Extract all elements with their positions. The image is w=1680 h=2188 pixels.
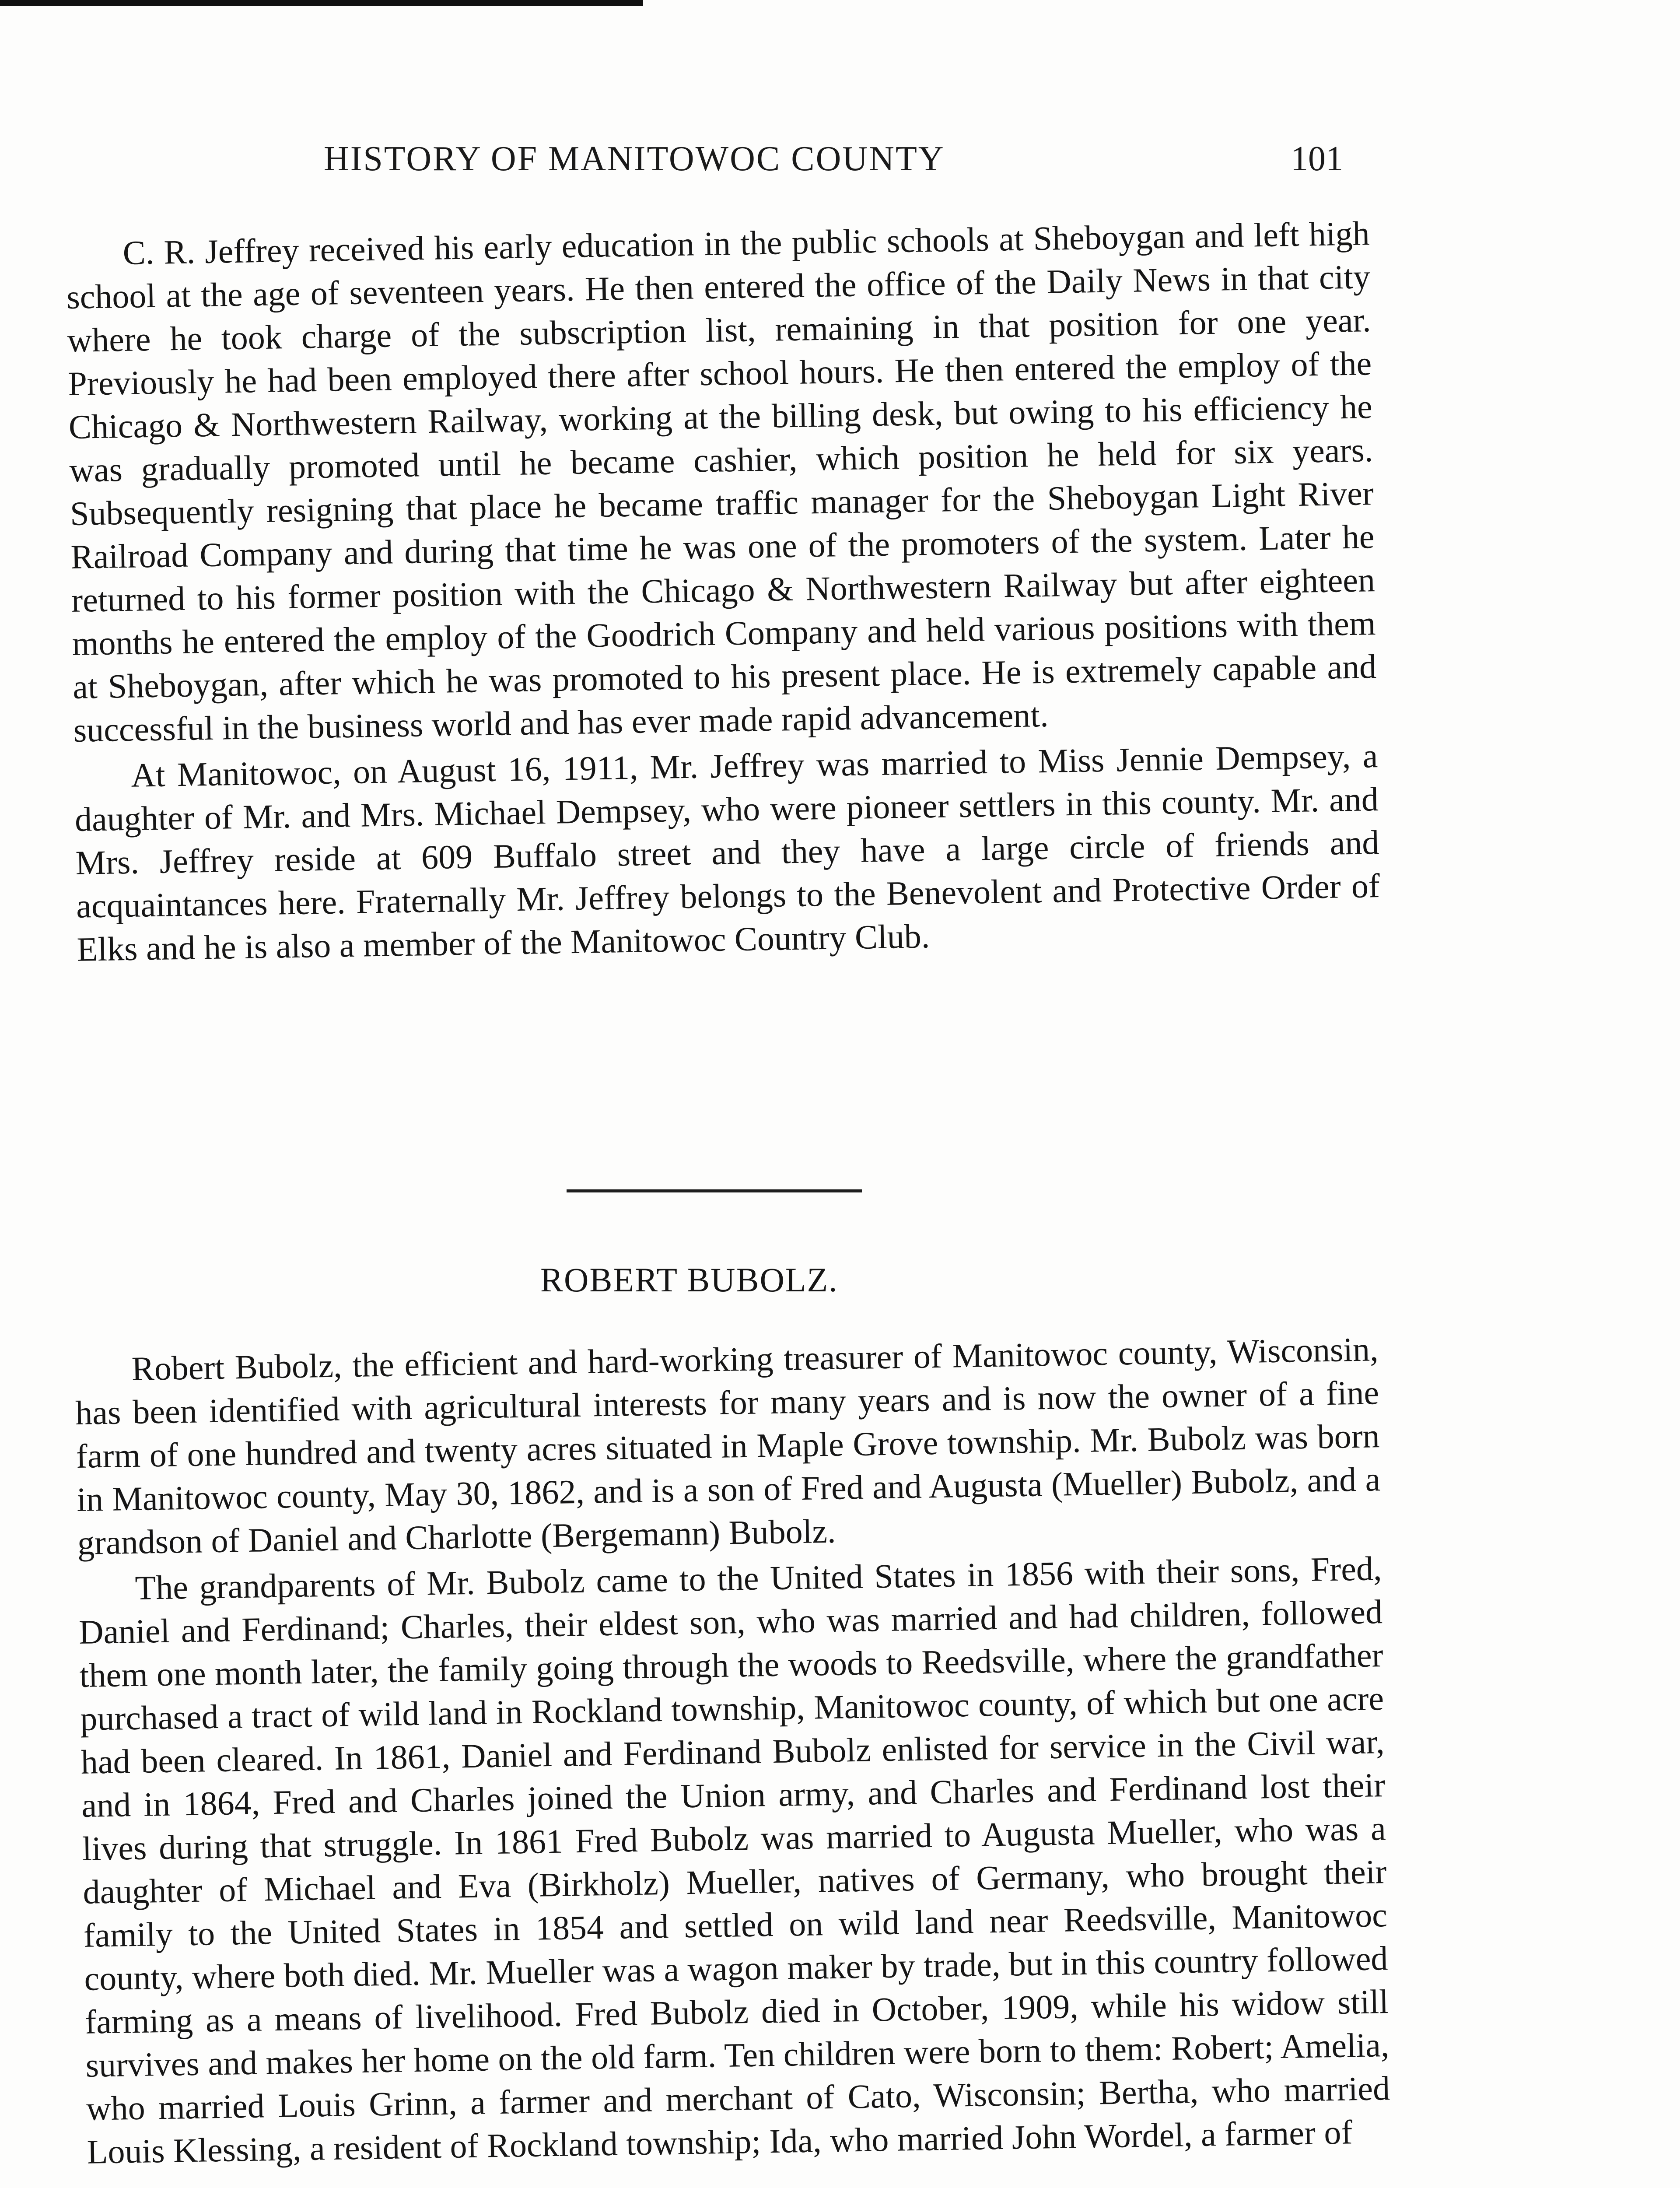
section-heading: ROBERT BUBOLZ. xyxy=(540,1261,838,1299)
bubolz-biography xyxy=(74,1327,1391,2176)
bubolz-paragraph-2: The grandparents of Mr. Bubolz came to the United States in 1856 with their sons, Fred, Daniel and Ferdinand; Charles, their eldest son, who was married and had children, followed them one month later, the family going through the woods to Reedsville, where the grandfather purchased a tract of wild land in Rockland township, Manitowoc county, of which but one acre had been cleared. In 1861, Daniel and Ferdinand Bubolz enlisted for service in the Civil war, and in 1864, Fred and Charles joined the Union army, and Charles and Ferdinand lost their lives during that struggle. In 1861 Fred Bubolz was married to Augusta Mueller, who was a daughter of Michael and Eva (Birkholz) Mueller, natives of Germany, who brought their family to the United States in 1854 and settled on wild land near Reedsville, Manitowoc county, where both died. Mr. Mueller was a wagon maker by trade, but in this country followed farming as a means of livelihood. Fred Bubolz died in October, 1909, while his widow still survives and makes her home on the old farm. Ten children were born to them: Robert; Amelia, who married Louis Grinn, a farmer and merchant of Cato, Wisconsin; Bertha, who married Louis Klessing, a resident of Rockland township; Ida, who married John Wordel, a farmer of xyxy=(78,1549,1390,2171)
jeffrey-paragraph-1: C. R. Jeffrey received his early education in the public schools at Sheboygan and left high school at the age of seventeen years. He then entered the office of the Daily News in that city where he took charge of the subscription list, remaining in that position for one year. Previously he had been employed there after school hours. He then entered the employ of the Chicago & Northwestern Railway, working at the billing desk, but owing to his efficiency he was gradually promoted until he became cashier, which position he held for six years. Subsequently resigning that place he became traffic manager for the Sheboygan Light River Railroad Company and during that time he was one of the promoters of the system. Later he returned to his former position with the Chicago & Northwestern Railway but after eighteen months he entered the employ of the Goodrich Company and held various positions with them at Sheboygan, after which he was promoted to his present place. He is extremely capable and successful in the business world and has ever made rapid advancement. xyxy=(66,214,1377,749)
jeffrey-biography xyxy=(66,211,1381,974)
bubolz-paragraph-1: Robert Bubolz, the efficient and hard-working treasurer of Manitowoc county, Wisconsin, has been identified with agricultural interests for many years and is now the owner of a fine farm of one hundred and twenty acres situated in Maple Grove township. Mr. Bubolz was born in Manitowoc county, May 30, 1862, and is a son of Fred and Augusta (Mueller) Bubolz, and a grandson of Daniel and Charlotte (Bergemann) Bubolz. xyxy=(75,1330,1381,1562)
running-title: HISTORY OF MANITOWOC COUNTY xyxy=(324,140,945,178)
section-divider xyxy=(567,1189,862,1192)
jeffrey-paragraph-2: At Manitowoc, on August 16, 1911, Mr. Jeffrey was married to Miss Jennie Dempsey, a daughter of Mr. and Mrs. Michael Dempsey, who were pioneer settlers in this county. Mr. and Mrs. Jeffrey reside at 609 Buffalo street and they have a large circle of friends and acquaintances here. Fraternally Mr. Jeffrey belongs to the Benevolent and Protective Order of Elks and he is also a member of the Manitowoc Country Club. xyxy=(74,736,1380,968)
page-header xyxy=(324,139,1409,192)
page-number: 101 xyxy=(1291,140,1343,178)
scan-edge-rule xyxy=(0,0,643,6)
